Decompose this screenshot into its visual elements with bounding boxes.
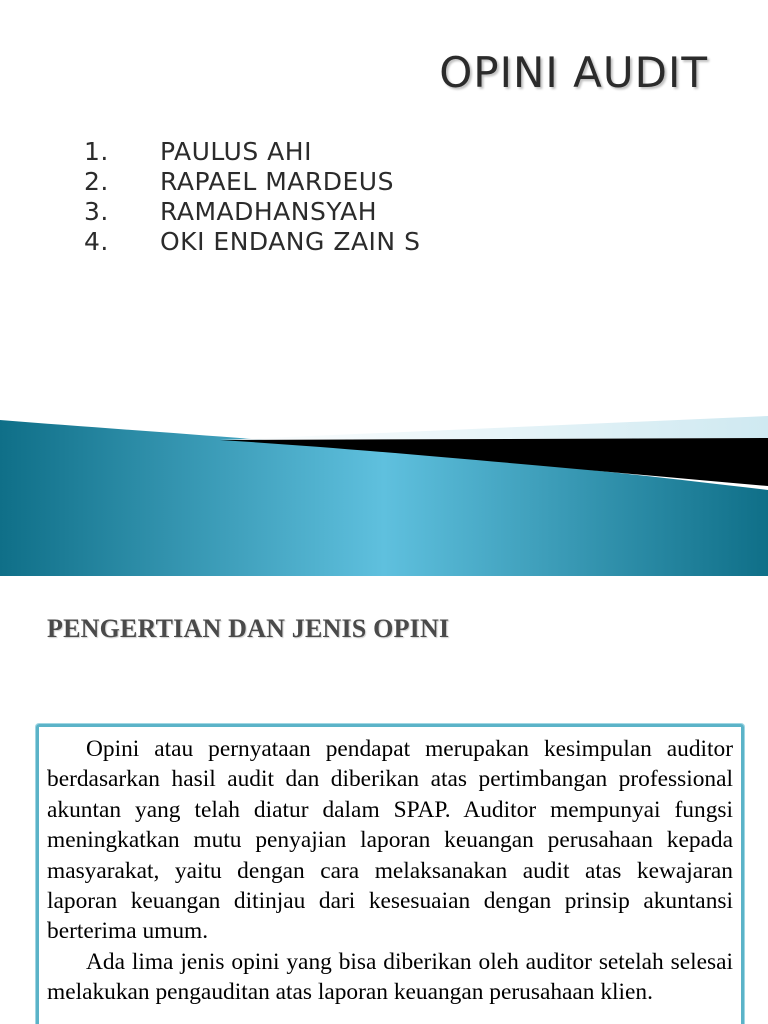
member-name: RAPAEL MARDEUS [160, 167, 394, 196]
member-name: RAMADHANSYAH [160, 197, 378, 226]
member-list [84, 137, 420, 257]
slide-title-heading: OPINI AUDIT [439, 48, 708, 97]
member-number: 4. [84, 227, 109, 256]
list-item [84, 137, 420, 167]
member-number: 1. [84, 137, 109, 166]
member-number: 2. [84, 167, 109, 196]
member-number: 3. [84, 197, 109, 226]
section-heading: PENGERTIAN DAN JENIS OPINI [47, 614, 450, 643]
paragraph: Ada lima jenis opini yang bisa diberikan oleh auditor setelah selesai melakukan pengauditan atas laporan keuangan perusahaan klien. [47, 948, 733, 1006]
pale-band-shape [220, 416, 768, 440]
decorative-wave-band [0, 410, 768, 576]
text-box [36, 724, 744, 1024]
slide-content [0, 576, 768, 1024]
member-name: OKI ENDANG ZAIN S [160, 227, 421, 256]
list-item [84, 227, 420, 257]
member-name: PAULUS AHI [160, 137, 312, 166]
paragraph: Opini atau pernyataan pendapat merupakan kesimpulan auditor berdasarkan hasil audit dan diberikan atas pertimbangan professional akuntan yang telah diatur dalam SPAP. Auditor mempunyai fungsi meningkatkan mutu penyajian laporan keuangan perusahaan kepada masyarakat, yaitu dengan cara melaksanakan audit atas kewajaran laporan keuangan ditinjau dari kesesuaian dengan prinsip akuntansi berterima umum. [47, 736, 733, 945]
list-item [84, 197, 420, 227]
list-item [84, 167, 420, 197]
